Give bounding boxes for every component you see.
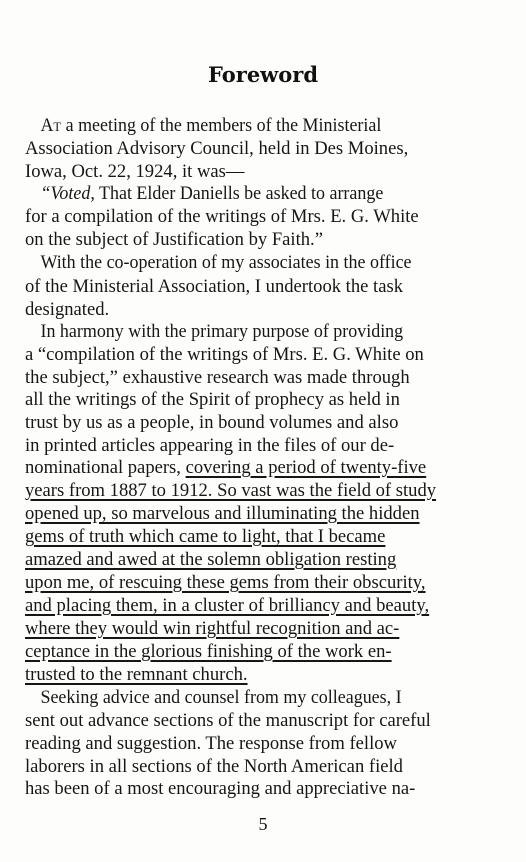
text-line xyxy=(25,251,496,275)
text-segment: for a compilation of the writings of Mrs. E. G. White xyxy=(25,206,419,227)
text-segment: a “compilation of the writings of Mrs. E. G. White on xyxy=(25,344,424,365)
text-segment: of the Ministerial Association, I undertook the task xyxy=(25,276,404,297)
text-segment: gems of truth which came to light, that I became xyxy=(25,526,386,547)
text-segment: covering a period of twenty-five xyxy=(185,457,427,478)
text-line xyxy=(25,434,497,458)
text-line xyxy=(25,114,496,138)
text-segment: trust by us as a people, in bound volumes and also xyxy=(25,412,399,433)
text-line xyxy=(25,160,497,184)
text-segment: nominational papers, xyxy=(25,457,186,478)
text-segment: That Elder Daniells be asked to arrange xyxy=(94,183,384,204)
text-segment: laborers in all sections of the North American field xyxy=(25,756,403,777)
text-line xyxy=(25,275,497,299)
text-segment: has been of a most encouraging and appreciative na- xyxy=(25,778,416,799)
text-segment: sent out advance sections of the manuscript for careful xyxy=(25,710,431,731)
text-line xyxy=(25,571,497,595)
text-segment: a meeting of the members of the Ministerial xyxy=(61,115,382,136)
text-segment: “Voted, xyxy=(40,183,95,204)
text-line xyxy=(25,617,497,641)
text-line xyxy=(25,502,497,526)
text-line xyxy=(25,594,497,618)
text-line xyxy=(25,755,497,779)
text-segment: years from 1887 to 1912. So vast was the field of study xyxy=(25,480,437,501)
text-line xyxy=(25,732,497,756)
text-line xyxy=(25,182,496,206)
text-segment: on the subject of Justification by Faith.” xyxy=(25,229,323,250)
text-segment: reading and suggestion. The response from fellow xyxy=(25,733,397,754)
text-segment: where they would win rightful recognition and ac- xyxy=(25,618,400,639)
text-segment: At xyxy=(40,115,62,136)
text-segment: amazed and awed at the solemn obligation resting xyxy=(25,549,397,570)
text-line xyxy=(25,298,497,322)
page-number: 5 xyxy=(258,814,268,834)
text-line xyxy=(25,525,497,549)
text-segment: Iowa, Oct. 22, 1924, it was— xyxy=(25,161,245,182)
text-line xyxy=(25,663,497,687)
text-line xyxy=(25,137,497,161)
text-line xyxy=(25,205,497,229)
text-segment: and placing them, in a cluster of brilliancy and beauty, xyxy=(25,595,430,616)
text-segment: opened up, so marvelous and illuminating the hidden xyxy=(25,503,420,524)
text-segment: trusted to the remnant church. xyxy=(25,664,248,685)
text-segment: In harmony with the primary purpose of providing xyxy=(40,321,404,342)
text-line xyxy=(25,709,497,733)
text-line xyxy=(25,388,497,412)
text-segment: Seeking advice and counsel from my colleagues, I xyxy=(40,687,402,708)
text-line xyxy=(25,686,496,710)
text-line xyxy=(25,640,497,664)
text-segment: the subject,” exhaustive research was made through xyxy=(25,367,410,388)
text-segment: upon me, of rescuing these gems from their obscurity, xyxy=(25,572,426,593)
text-segment: designated. xyxy=(25,299,110,320)
text-segment: Association Advisory Council, held in Des Moines, xyxy=(25,138,409,159)
text-line xyxy=(25,320,496,344)
text-segment: in printed articles appearing in the files of our de- xyxy=(25,435,395,456)
text-line xyxy=(25,343,497,367)
text-line xyxy=(25,366,497,390)
text-line xyxy=(25,456,497,480)
text-line xyxy=(25,228,497,252)
text-line xyxy=(25,411,497,435)
text-segment: ceptance in the glorious finishing of the work en- xyxy=(25,641,392,662)
text-segment: With the co-operation of my associates in the office xyxy=(40,252,412,273)
text-line xyxy=(25,479,497,503)
page-title: Foreword xyxy=(207,62,319,87)
text-line xyxy=(25,777,497,801)
text-line xyxy=(25,548,497,572)
text-segment: all the writings of the Spirit of prophecy as held in xyxy=(25,389,400,410)
